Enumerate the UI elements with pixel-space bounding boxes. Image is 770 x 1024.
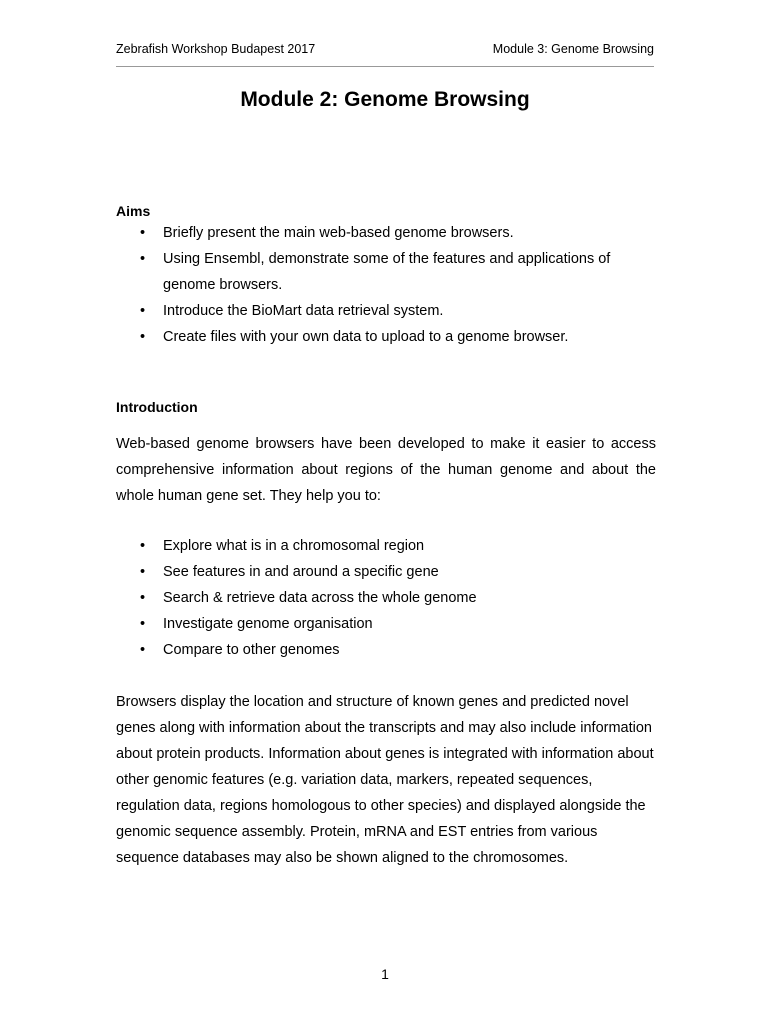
bullet-icon: • — [140, 642, 146, 658]
list-item-text: Explore what is in a chromosomal region — [163, 538, 425, 554]
list-item — [116, 220, 656, 246]
list-item — [116, 324, 656, 350]
aims-heading: Aims — [116, 203, 151, 219]
list-item — [116, 533, 656, 559]
list-item-text: Search & retrieve data across the whole genome — [163, 590, 477, 606]
list-item-text: Create files with your own data to upload to a genome browser. — [163, 329, 569, 345]
page-header — [116, 42, 654, 60]
bullet-icon: • — [140, 616, 146, 632]
list-item-text: Compare to other genomes — [163, 642, 340, 658]
aims-list — [116, 220, 656, 350]
list-item — [116, 611, 656, 637]
page-number: 1 — [381, 966, 389, 982]
browsers-paragraph: Browsers display the location and structure of known genes and predicted novel genes along with information about the transcripts and may also include information about protein products. Information about genes is integrated with information about other genomic features (e.g. variation data, markers, repeated sequences, regulation data, regions homologous to other species) and displayed alongside the genomic sequence assembly. Protein, mRNA and EST entries from various sequence databases may also be shown aligned to the chromosomes. — [116, 694, 654, 866]
bullet-icon: • — [140, 538, 146, 554]
list-item-text: Investigate genome organisation — [163, 616, 373, 632]
introduction-heading: Introduction — [116, 399, 198, 415]
header-divider — [116, 66, 654, 67]
header-right-text: Module 3: Genome Browsing — [492, 42, 654, 56]
list-item-text: Using Ensembl, demonstrate some of the features and applications of genome browsers. — [163, 251, 611, 293]
bullet-icon: • — [140, 329, 146, 345]
list-item — [116, 298, 656, 324]
list-item-text: See features in and around a specific gene — [163, 564, 439, 580]
bullet-icon: • — [140, 590, 146, 606]
list-item-text: Briefly present the main web-based genome browsers. — [163, 225, 514, 241]
list-item — [116, 559, 656, 585]
intro-paragraph: Web-based genome browsers have been developed to make it easier to access comprehensive information about regions of the human genome and about the whole human gene set. They help you to: — [116, 436, 656, 504]
bullet-icon: • — [140, 251, 146, 267]
bullet-icon: • — [140, 564, 146, 580]
bullet-icon: • — [140, 225, 146, 241]
bullet-icon: • — [140, 303, 146, 319]
header-left-text: Zebrafish Workshop Budapest 2017 — [116, 42, 316, 56]
list-item — [116, 246, 656, 298]
page-title: Module 2: Genome Browsing — [240, 88, 530, 111]
list-item-text: Introduce the BioMart data retrieval system. — [163, 303, 444, 319]
capabilities-list — [116, 533, 656, 663]
list-item — [116, 585, 656, 611]
list-item — [116, 637, 656, 663]
